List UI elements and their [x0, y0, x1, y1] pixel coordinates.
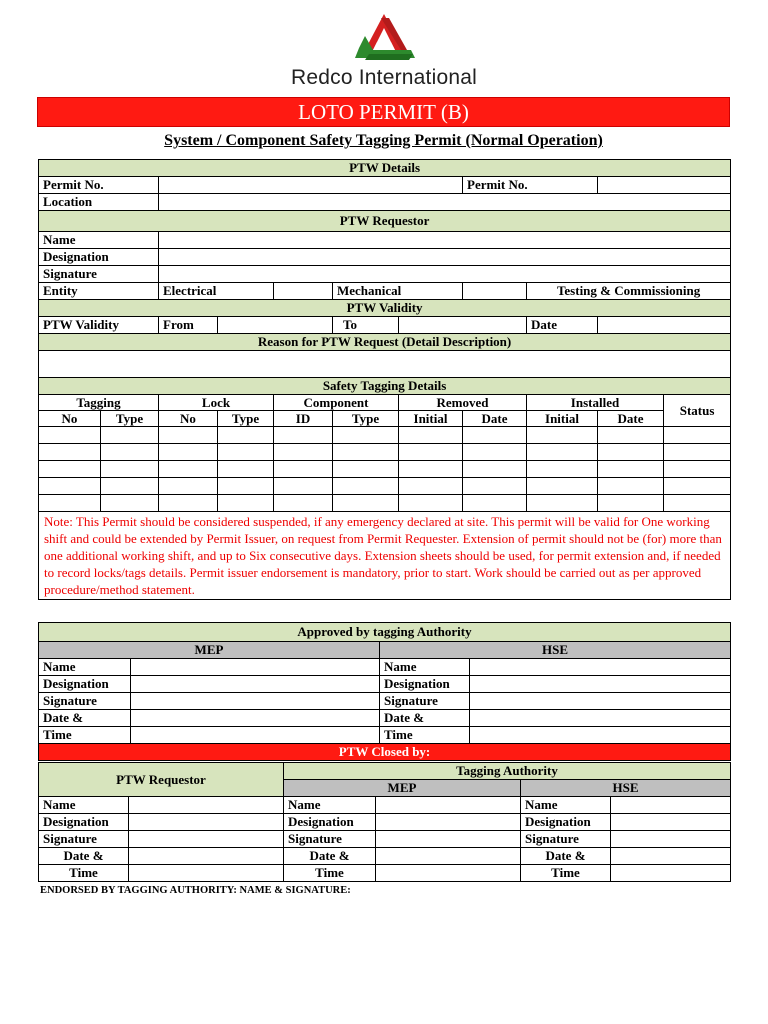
closure-hse-time-field[interactable]: [611, 865, 731, 882]
closure-hse-name-label: Name: [521, 797, 611, 814]
approval-hse-date-label: Date &: [380, 710, 470, 727]
tagging-sub-header: Type: [101, 411, 159, 427]
closure-req-time-label: Time: [39, 865, 129, 882]
permit-no-field-2[interactable]: [598, 177, 731, 194]
validity-label: PTW Validity: [39, 317, 159, 334]
tagging-sub-header: Type: [218, 411, 274, 427]
approval-hse-name-field[interactable]: [470, 659, 731, 676]
closure-mep-designation-label: Designation: [284, 814, 376, 831]
closure-hse-date-label: Date &: [521, 848, 611, 865]
ptw-details-table: [38, 159, 731, 600]
tagging-group-component: Component: [274, 395, 399, 411]
tagging-row[interactable]: [39, 427, 731, 444]
tagging-sub-header: Type: [333, 411, 399, 427]
redco-logo-icon: [351, 12, 417, 64]
approval-hse-time-label: Time: [380, 727, 470, 744]
location-field[interactable]: [159, 194, 731, 211]
tagging-sub-header: Initial: [527, 411, 598, 427]
requestor-name-label: Name: [39, 232, 159, 249]
tagging-group-tagging: Tagging: [39, 395, 159, 411]
approval-heading: Approved by tagging Authority: [39, 623, 731, 642]
closure-req-name-label: Name: [39, 797, 129, 814]
closure-req-name-field[interactable]: [129, 797, 284, 814]
tagging-sub-header: ID: [274, 411, 333, 427]
requestor-designation-label: Designation: [39, 249, 159, 266]
approval-mep-signature-label: Signature: [39, 693, 131, 710]
approval-mep-date-field[interactable]: [131, 710, 380, 727]
permit-note: Note: This Permit should be considered suspended, if any emergency declared at site. This permit will be valid for One working shift and could be extended by Permit Issuer, on request from Permit Requester. Extension of permit should not be (for) more than one additional working shift, and up to Six consecutive days. Extension sheets should be used, for permit extension and, if needed to record locks/tags details. Permit issuer endorsement is mandatory, prior to start. Work should be carried out as per approved procedure/method statement.: [39, 512, 731, 600]
closure-hse-signature-label: Signature: [521, 831, 611, 848]
closure-hse-heading: HSE: [521, 780, 731, 797]
approval-hse-heading: HSE: [380, 642, 731, 659]
closure-mep-name-label: Name: [284, 797, 376, 814]
closure-req-date-field[interactable]: [129, 848, 284, 865]
approval-mep-signature-field[interactable]: [131, 693, 380, 710]
closure-req-signature-field[interactable]: [129, 831, 284, 848]
entity-testing-label: Testing & Commissioning: [527, 283, 731, 300]
approval-mep-name-label: Name: [39, 659, 131, 676]
entity-label: Entity: [39, 283, 159, 300]
closure-mep-signature-field[interactable]: [376, 831, 521, 848]
closure-req-date-label: Date &: [39, 848, 129, 865]
validity-from-label: From: [159, 317, 218, 334]
closure-req-signature-label: Signature: [39, 831, 129, 848]
closure-mep-signature-label: Signature: [284, 831, 376, 848]
approval-hse-name-label: Name: [380, 659, 470, 676]
approval-hse-designation-label: Designation: [380, 676, 470, 693]
requestor-signature-field[interactable]: [159, 266, 731, 283]
closure-hse-signature-field[interactable]: [611, 831, 731, 848]
approval-mep-date-label: Date &: [39, 710, 131, 727]
tagging-row[interactable]: [39, 478, 731, 495]
approval-hse-date-field[interactable]: [470, 710, 731, 727]
permit-no-label: Permit No.: [39, 177, 159, 194]
requestor-heading: PTW Requestor: [39, 211, 731, 232]
tagging-sub-header: Date: [598, 411, 664, 427]
approval-mep-designation-label: Designation: [39, 676, 131, 693]
approval-mep-time-field[interactable]: [131, 727, 380, 744]
closure-req-designation-label: Designation: [39, 814, 129, 831]
closure-mep-date-field[interactable]: [376, 848, 521, 865]
tagging-sub-header: Initial: [399, 411, 463, 427]
location-label: Location: [39, 194, 159, 211]
endorsement-line: ENDORSED BY TAGGING AUTHORITY: NAME & SIGNATURE:: [40, 885, 351, 896]
tagging-sub-header: No: [159, 411, 218, 427]
tagging-sub-header: No: [39, 411, 101, 427]
approval-mep-time-label: Time: [39, 727, 131, 744]
approval-hse-signature-field[interactable]: [470, 693, 731, 710]
closure-mep-date-label: Date &: [284, 848, 376, 865]
closure-table: [38, 762, 731, 882]
closure-mep-heading: MEP: [284, 780, 521, 797]
tagging-group-installed: Installed: [527, 395, 664, 411]
validity-to-field[interactable]: [399, 317, 527, 334]
approval-hse-signature-label: Signature: [380, 693, 470, 710]
closure-req-time-field[interactable]: [129, 865, 284, 882]
logo: [0, 12, 768, 90]
tagging-row[interactable]: [39, 461, 731, 478]
permit-title-banner: LOTO PERMIT (B): [37, 97, 730, 127]
brand-name: Redco International: [291, 66, 477, 89]
tagging-sub-header: Date: [463, 411, 527, 427]
validity-date-label: Date: [527, 317, 598, 334]
closure-req-designation-field[interactable]: [129, 814, 284, 831]
validity-heading: PTW Validity: [39, 300, 731, 317]
validity-from-field[interactable]: [218, 317, 333, 334]
reason-heading: Reason for PTW Request (Detail Description): [39, 334, 731, 351]
closure-hse-date-field[interactable]: [611, 848, 731, 865]
entity-electrical-label: Electrical: [159, 283, 274, 300]
approval-hse-designation-field[interactable]: [470, 676, 731, 693]
tagging-group-lock: Lock: [159, 395, 274, 411]
tagging-row[interactable]: [39, 444, 731, 461]
permit-no-field[interactable]: [159, 177, 463, 194]
closure-hse-designation-field[interactable]: [611, 814, 731, 831]
tagging-heading: Safety Tagging Details: [39, 378, 731, 395]
tagging-group-status: Status: [664, 395, 731, 427]
entity-electrical-checkbox[interactable]: [274, 283, 333, 300]
closure-requestor-heading: PTW Requestor: [39, 763, 284, 797]
approval-mep-name-field[interactable]: [131, 659, 380, 676]
reason-field[interactable]: [39, 351, 731, 378]
closure-hse-designation-label: Designation: [521, 814, 611, 831]
permit-subtitle: System / Component Safety Tagging Permit (Normal Operation): [164, 132, 603, 149]
closure-mep-designation-field[interactable]: [376, 814, 521, 831]
closed-heading: PTW Closed by:: [39, 744, 731, 761]
tagging-group-removed: Removed: [399, 395, 527, 411]
approval-mep-designation-field[interactable]: [131, 676, 380, 693]
tagging-row[interactable]: [39, 495, 731, 512]
validity-date-field[interactable]: [598, 317, 731, 334]
approval-hse-time-field[interactable]: [470, 727, 731, 744]
approval-mep-heading: MEP: [39, 642, 380, 659]
requestor-name-field[interactable]: [159, 232, 731, 249]
validity-to-label: To: [333, 317, 399, 334]
closure-mep-time-label: Time: [284, 865, 376, 882]
closure-authority-heading: Tagging Authority: [284, 763, 731, 780]
closure-hse-time-label: Time: [521, 865, 611, 882]
closure-mep-name-field[interactable]: [376, 797, 521, 814]
approval-table: [38, 622, 731, 761]
closure-mep-time-field[interactable]: [376, 865, 521, 882]
permit-no-label-2: Permit No.: [463, 177, 598, 194]
requestor-signature-label: Signature: [39, 266, 159, 283]
requestor-designation-field[interactable]: [159, 249, 731, 266]
closure-hse-name-field[interactable]: [611, 797, 731, 814]
entity-mechanical-checkbox[interactable]: [463, 283, 527, 300]
ptw-details-heading: PTW Details: [39, 160, 731, 177]
entity-mechanical-label: Mechanical: [333, 283, 463, 300]
